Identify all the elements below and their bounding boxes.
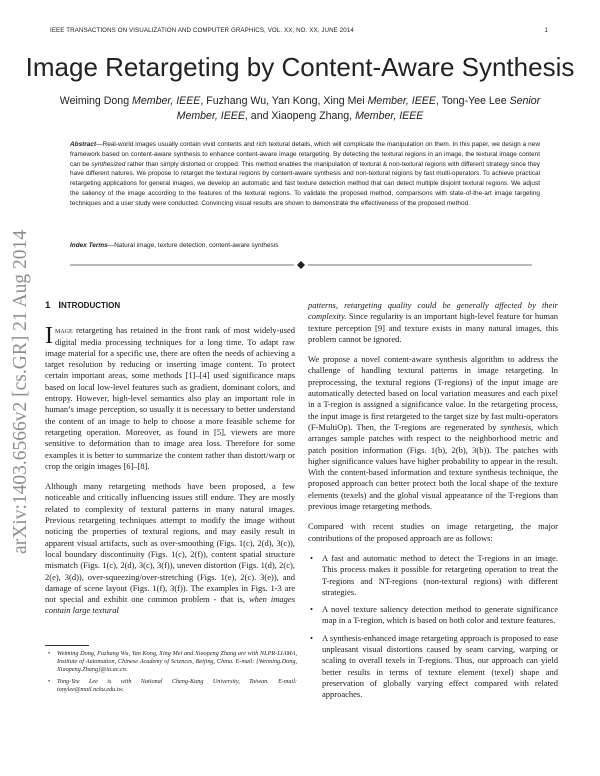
drop-cap: I: [45, 323, 53, 350]
contributions-list: [308, 553, 558, 701]
intro-paragraph-2: Although many retargeting methods have been proposed, a few noticeable and critically influencing issues still endure. They are mostly related to complexity of textural patterns in many natural images. Previous retargeting techniques attempt to modify the image without noticing the properties of textural regions, and may easily result in apparent visual artifacts, such as over-smoothing (Figs. 1(c), 2(d), 3(c)), local boundary discontinuity (Figs. 1(c), 2(f)), content spatial structure mismatch (Figs. 1(c), 2(d), 3(c), 3(f)), uneven distortion (Figs. 1(d), 2(c), 2(e), 3(d)), over-squeezing/over-stretching (Figs. 1(e), 2(c). 3(e)), and damage of scene layout (Figs. 1(f), 3(f)). The examples in Figs. 1-3 are not special and exhibit one common problem - that is, when images contain large textural: [45, 481, 295, 616]
index-terms-label: Index Terms: [70, 242, 108, 249]
section-heading: 1 INTRODUCTION: [45, 300, 121, 311]
arxiv-stamp: arXiv:1403.6566v2 [cs.GR] 21 Aug 2014: [10, 230, 31, 554]
right-column: [308, 300, 558, 707]
index-terms: Index Terms—Natural image, texture detection, content-aware synthesis: [70, 242, 279, 249]
footnote-item: • Weiming Dong, Fuzhang Wu, Yan Kong, Xing Mei and Xiaopeng Zhang are with NLPR-LIAMA, Institute of Automation, Chinese Academy of Sciences, Beijing, China. E-mail: {Weiming.Dong, Xiaopeng.Zhang}@ia.ac.cn.: [57, 650, 297, 675]
diamond-ornament-icon: [297, 261, 305, 269]
abstract-label: Abstract: [70, 141, 97, 148]
list-item: • A fast and automatic method to detect the T-regions in an image. This process makes it possible for retargeting operation to treat the T-regions and NT-regions (non-textural regions) with different strategies.: [322, 553, 558, 598]
intro-paragraph-3: patterns, retargeting quality could be generally affected by their complexity. Since regularity is an important high-level feature for human texture perception [9] and texture exists in many natural images, this problem cannot be ignored.: [308, 300, 558, 344]
intro-paragraph-5: Compared with recent studies on image retargeting, the major contributions of the proposed approach are as follows:: [308, 521, 558, 543]
page-number: 1: [544, 27, 548, 34]
intro-paragraph-1: Image retargeting has retained in the front rank of most widely-used digital media processing techniques for a long time. To adapt raw image material for a specific use, there are often the needs of achieving a target resolution by reducing or inserting image content. To protect certain important areas, some methods [1]–[4] used significance maps based on local low-level features such as gradient, dominant colors, and entropy. However, high-level semantics also play an important role in human’s image perception, so usually it is necessary to better understand the content of an image to help to choose a more feasible scheme for retargeting operation. Moreover, as found in [5], viewers are more sensitive to deformation than to image area loss. Therefore for some examples it is better to summarize the content rather than distort/warp or crop the origin images [6]–[8].: [45, 323, 295, 471]
abstract: Abstract—Real-world images usually contain vivid contents and rich textural details, which will complicate the manipulation on them. In this paper, we design a new framework based on content-aware synthesis to enhance content-aware image retargeting. By detecting the textural regions in an image, the textural image content can be synthesized rather than simply distorted or cropped. This method enables the manipulation of textural & non-textural regions with different strategy since they have different natures. We propose to retarget the textural regions by content-aware synthesis and non-textural regions by fast multi-operators. To achieve practical retargeting applications for general images, we develop an automatic and fast texture detection method that can detect multiple disjoint textural regions. We adjust the saliency of the image according to the features of the textural regions. To validate the proposed method, comparisons with state-of-the-art image targeting techniques and a user study were conducted. Convincing visual results are shown to demonstrate the effectiveness of the proposed method.: [70, 141, 540, 207]
footnote-rule: [45, 645, 89, 646]
author-line-1: Weiming Dong Member, IEEE, Fuzhang Wu, Yan Kong, Xing Mei Member, IEEE, Tong-Yee Lee Senior: [59, 95, 541, 107]
journal-name: IEEE TRANSACTIONS ON VISUALIZATION AND COMPUTER GRAPHICS, VOL. XX, NO. XX, JUNE 2014: [50, 27, 354, 34]
running-header: [50, 27, 548, 34]
author-line-2: Member, IEEE, and Xiaopeng Zhang, Member, IEEE: [176, 110, 424, 122]
left-column: [45, 300, 295, 626]
list-item: • A synthesis-enhanced image retargeting approach is proposed to ease unpleasant visual distortions caused by seam carving, warping or scaling to overall texels in T-regions. Thus, our approach can yield better results in terms of texture element (texel) shape and preservation of globally varying effect compared with related approaches.: [322, 633, 558, 701]
list-item: • A novel texture saliency detection method to generate significance map in a T-region, which is based on both color and texture features.: [322, 604, 558, 627]
author-list: [40, 94, 560, 124]
footnote-item: • Tong-Yee Lee is with National Cheng-Kung University, Taiwan. E-mail: tonylee@mail.ncku.edu.tw.: [57, 678, 297, 694]
section-divider: [70, 260, 532, 270]
intro-paragraph-4: We propose a novel content-aware synthesis algorithm to address the challenge of handling textural patterns in image retargeting. In preprocessing, the textural regions (T-regions) of the input image are automatically detected based on local variation measures and each pixel in a T-region is assigned a significance value. In the retargeting process, the input image is first retargeted to the target size by fast multi-operators (F-MultiOp). Then, the T-regions are regenerated by synthesis, which arranges sample patches with respect to the neighborhood metric and patch position information (Figs. 1(b), 2(b), 3(b)). The patches with higher significance values have higher probability to appear in the result. With the content-based information and texture synthesis technique, the proposed approach can better protect both the local shape of the texture elements (texels) and the global visual appearance of the T-regions than previous image retargeting methods.: [308, 354, 558, 512]
paper-title: Image Retargeting by Content-Aware Synthesis: [25, 52, 575, 82]
footnotes: [45, 650, 297, 697]
